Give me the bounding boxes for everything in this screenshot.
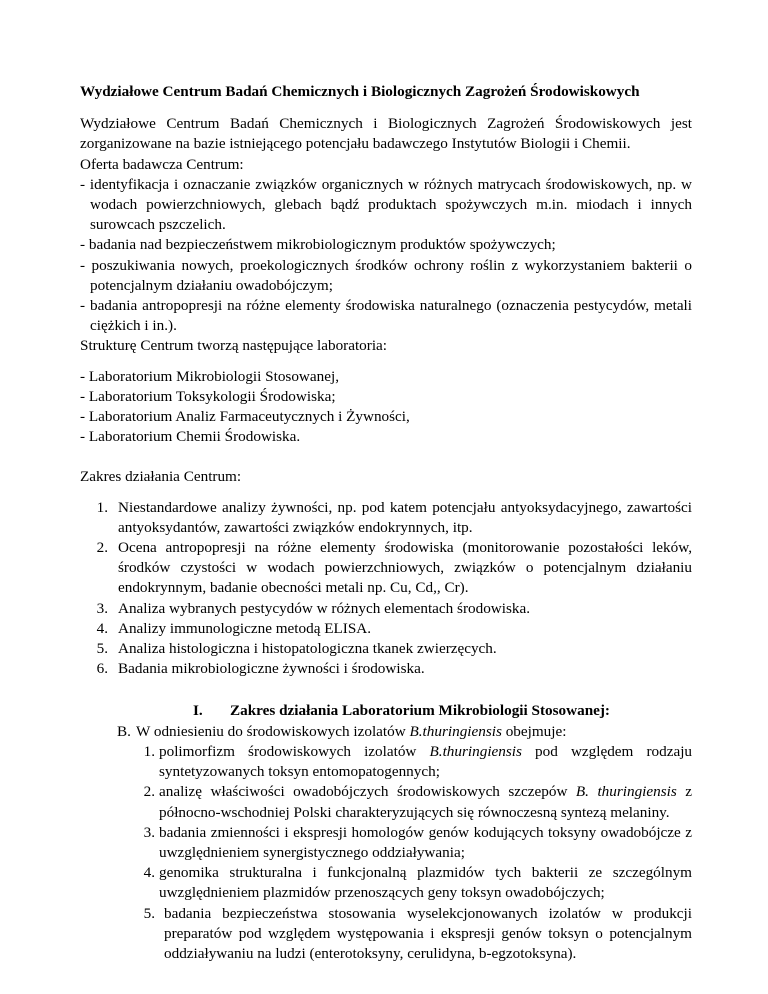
subsection-item [80, 742, 692, 782]
subsection-item-number: 1. [143, 742, 155, 760]
scope-item-text: Ocena antropopresji na różne elementy środowiska (monitorowanie pozostałości leków, środków czystości w wodach powierzchniowych, związków o potencjalnym działaniu endokrynnym, badanie obecności metali np. Cu, Cd,, Cr). [118, 539, 692, 597]
lab-section [80, 701, 692, 964]
scope-item [80, 639, 692, 659]
section-number: I. [193, 702, 203, 720]
scope-item-number: 6. [96, 660, 108, 678]
scope-item-number: 4. [96, 619, 108, 637]
subsection-letter: B. [117, 722, 131, 740]
offer-item: - badania antropopresji na różne elementy środowiska naturalnego (oznaczenia pestycydów, metali ciężkich i in.). [80, 297, 692, 335]
scope-list [80, 498, 692, 680]
scope-item-text: Badania mikrobiologiczne żywności i środowiska. [118, 660, 425, 678]
subsection-text: W odniesieniu do środowiskowych izolatów [136, 722, 410, 740]
subsection-item-text: genomika strukturalna i funkcjonalną plazmidów tych bakterii ze szczególnym uwzględnieniem plazmidów przenoszących geny toksyn owadobójczych; [159, 864, 692, 902]
scope-item-number: 1. [96, 498, 108, 516]
scope-item [80, 599, 692, 619]
subsection-item-number: 2. [143, 783, 155, 801]
species-name: B.thuringiensis [429, 742, 522, 760]
subsection-item-number: 5. [143, 904, 155, 922]
scope-item-text: Analiza wybranych pestycydów w różnych elementach środowiska. [118, 599, 531, 617]
offer-item: - badania nad bezpieczeństwem mikrobiologicznym produktów spożywczych; [80, 236, 556, 254]
scope-item-number: 3. [96, 599, 108, 617]
subsection-item-number: 3. [143, 823, 155, 841]
subsection-list [80, 742, 692, 964]
lab-item: - Laboratorium Mikrobiologii Stosowanej, [80, 367, 339, 385]
scope-item [80, 538, 692, 599]
offer-heading: Oferta badawcza Centrum: [80, 155, 244, 173]
scope-item [80, 619, 692, 639]
lab-item: - Laboratorium Toksykologii Środowiska; [80, 387, 336, 405]
subsection-text: obejmuje: [501, 722, 567, 740]
subsection-item-text: z północno-wschodniej Polski charakteryzujących się równoczesną syntezą melaniny. [159, 783, 692, 821]
subsection-item-text: badania bezpieczeństwa stosowania wyselekcjonowanych izolatów w produkcji preparatów pod względem występowania i ekspresji genów toksyn o potencjalnym oddziaływaniu na ludzi (enterotoksyny, cerulidyna, b-egzotoksyna). [164, 904, 692, 962]
subsection-item [80, 863, 692, 903]
species-name: B. thuringiensis [575, 783, 677, 801]
document-title: Wydziałowe Centrum Badań Chemicznych i Biologicznych Zagrożeń Środowiskowych [80, 83, 640, 100]
offer-item: - identyfikacja i oznaczanie związków organicznych w różnych matrycach środowiskowych, np. w wodach powierzchniowych, glebach bądź produktach spożywczych m.in. miodach i innych surowcach pszczelich. [80, 175, 692, 234]
scope-item-text: Analiza histologiczna i histopatologiczna tkanek zwierzęcych. [118, 640, 497, 658]
subsection-item-text: badania zmienności i ekspresji homologów genów kodujących toksyny owadobójcze z uwzględnieniem synergistycznego oddziaływania; [159, 823, 692, 861]
scope-item-number: 5. [96, 640, 108, 658]
offer-list [80, 175, 692, 337]
section-title: Zakres działania Laboratorium Mikrobiologii Stosowanej: [230, 702, 610, 720]
subsection-intro [80, 722, 692, 742]
subsection-item-number: 4. [143, 864, 155, 882]
scope-item-text: Analizy immunologiczne metodą ELISA. [118, 619, 372, 637]
lab-item: - Laboratorium Chemii Środowiska. [80, 428, 301, 446]
scope-item [80, 498, 692, 538]
scope-heading: Zakres działania Centrum: [80, 468, 242, 486]
scope-item [80, 659, 692, 679]
species-name: B.thuringiensis [409, 722, 502, 740]
subsection-item-text: pod względem rodzaju syntetyzowanych toksyn entomopatogennych; [159, 742, 693, 781]
subsection-item [80, 782, 692, 822]
subsection-item [80, 904, 692, 965]
scope-item-number: 2. [96, 539, 108, 557]
offer-item: - poszukiwania nowych, proekologicznych środków ochrony roślin z wykorzystaniem bakterii o potencjalnym działaniu owadobójczym; [80, 256, 692, 294]
section-heading [80, 701, 692, 721]
structure-heading: Strukturę Centrum tworzą następujące laboratoria: [80, 337, 388, 355]
subsection-item [80, 823, 692, 863]
lab-item: - Laboratorium Analiz Farmaceutycznych i Żywności, [80, 408, 410, 426]
subsection-item-text: analizę właściwości owadobójczych środowiskowych szczepów [159, 783, 576, 801]
scope-item-text: Niestandardowe analizy żywności, np. pod katem potencjału antyoksydacyjnego, zawartości antyoksydantów, zawartości związków endokrynnych, itp. [118, 498, 692, 536]
labs-list [80, 367, 692, 448]
subsection-item-text: polimorfizm środowiskowych izolatów [159, 742, 430, 760]
intro-paragraph: Wydziałowe Centrum Badań Chemicznych i Biologicznych Zagrożeń Środowiskowych jest zorganizowane na bazie istniejącego potencjału badawczego Instytutów Biologii i Chemii. [80, 115, 692, 153]
